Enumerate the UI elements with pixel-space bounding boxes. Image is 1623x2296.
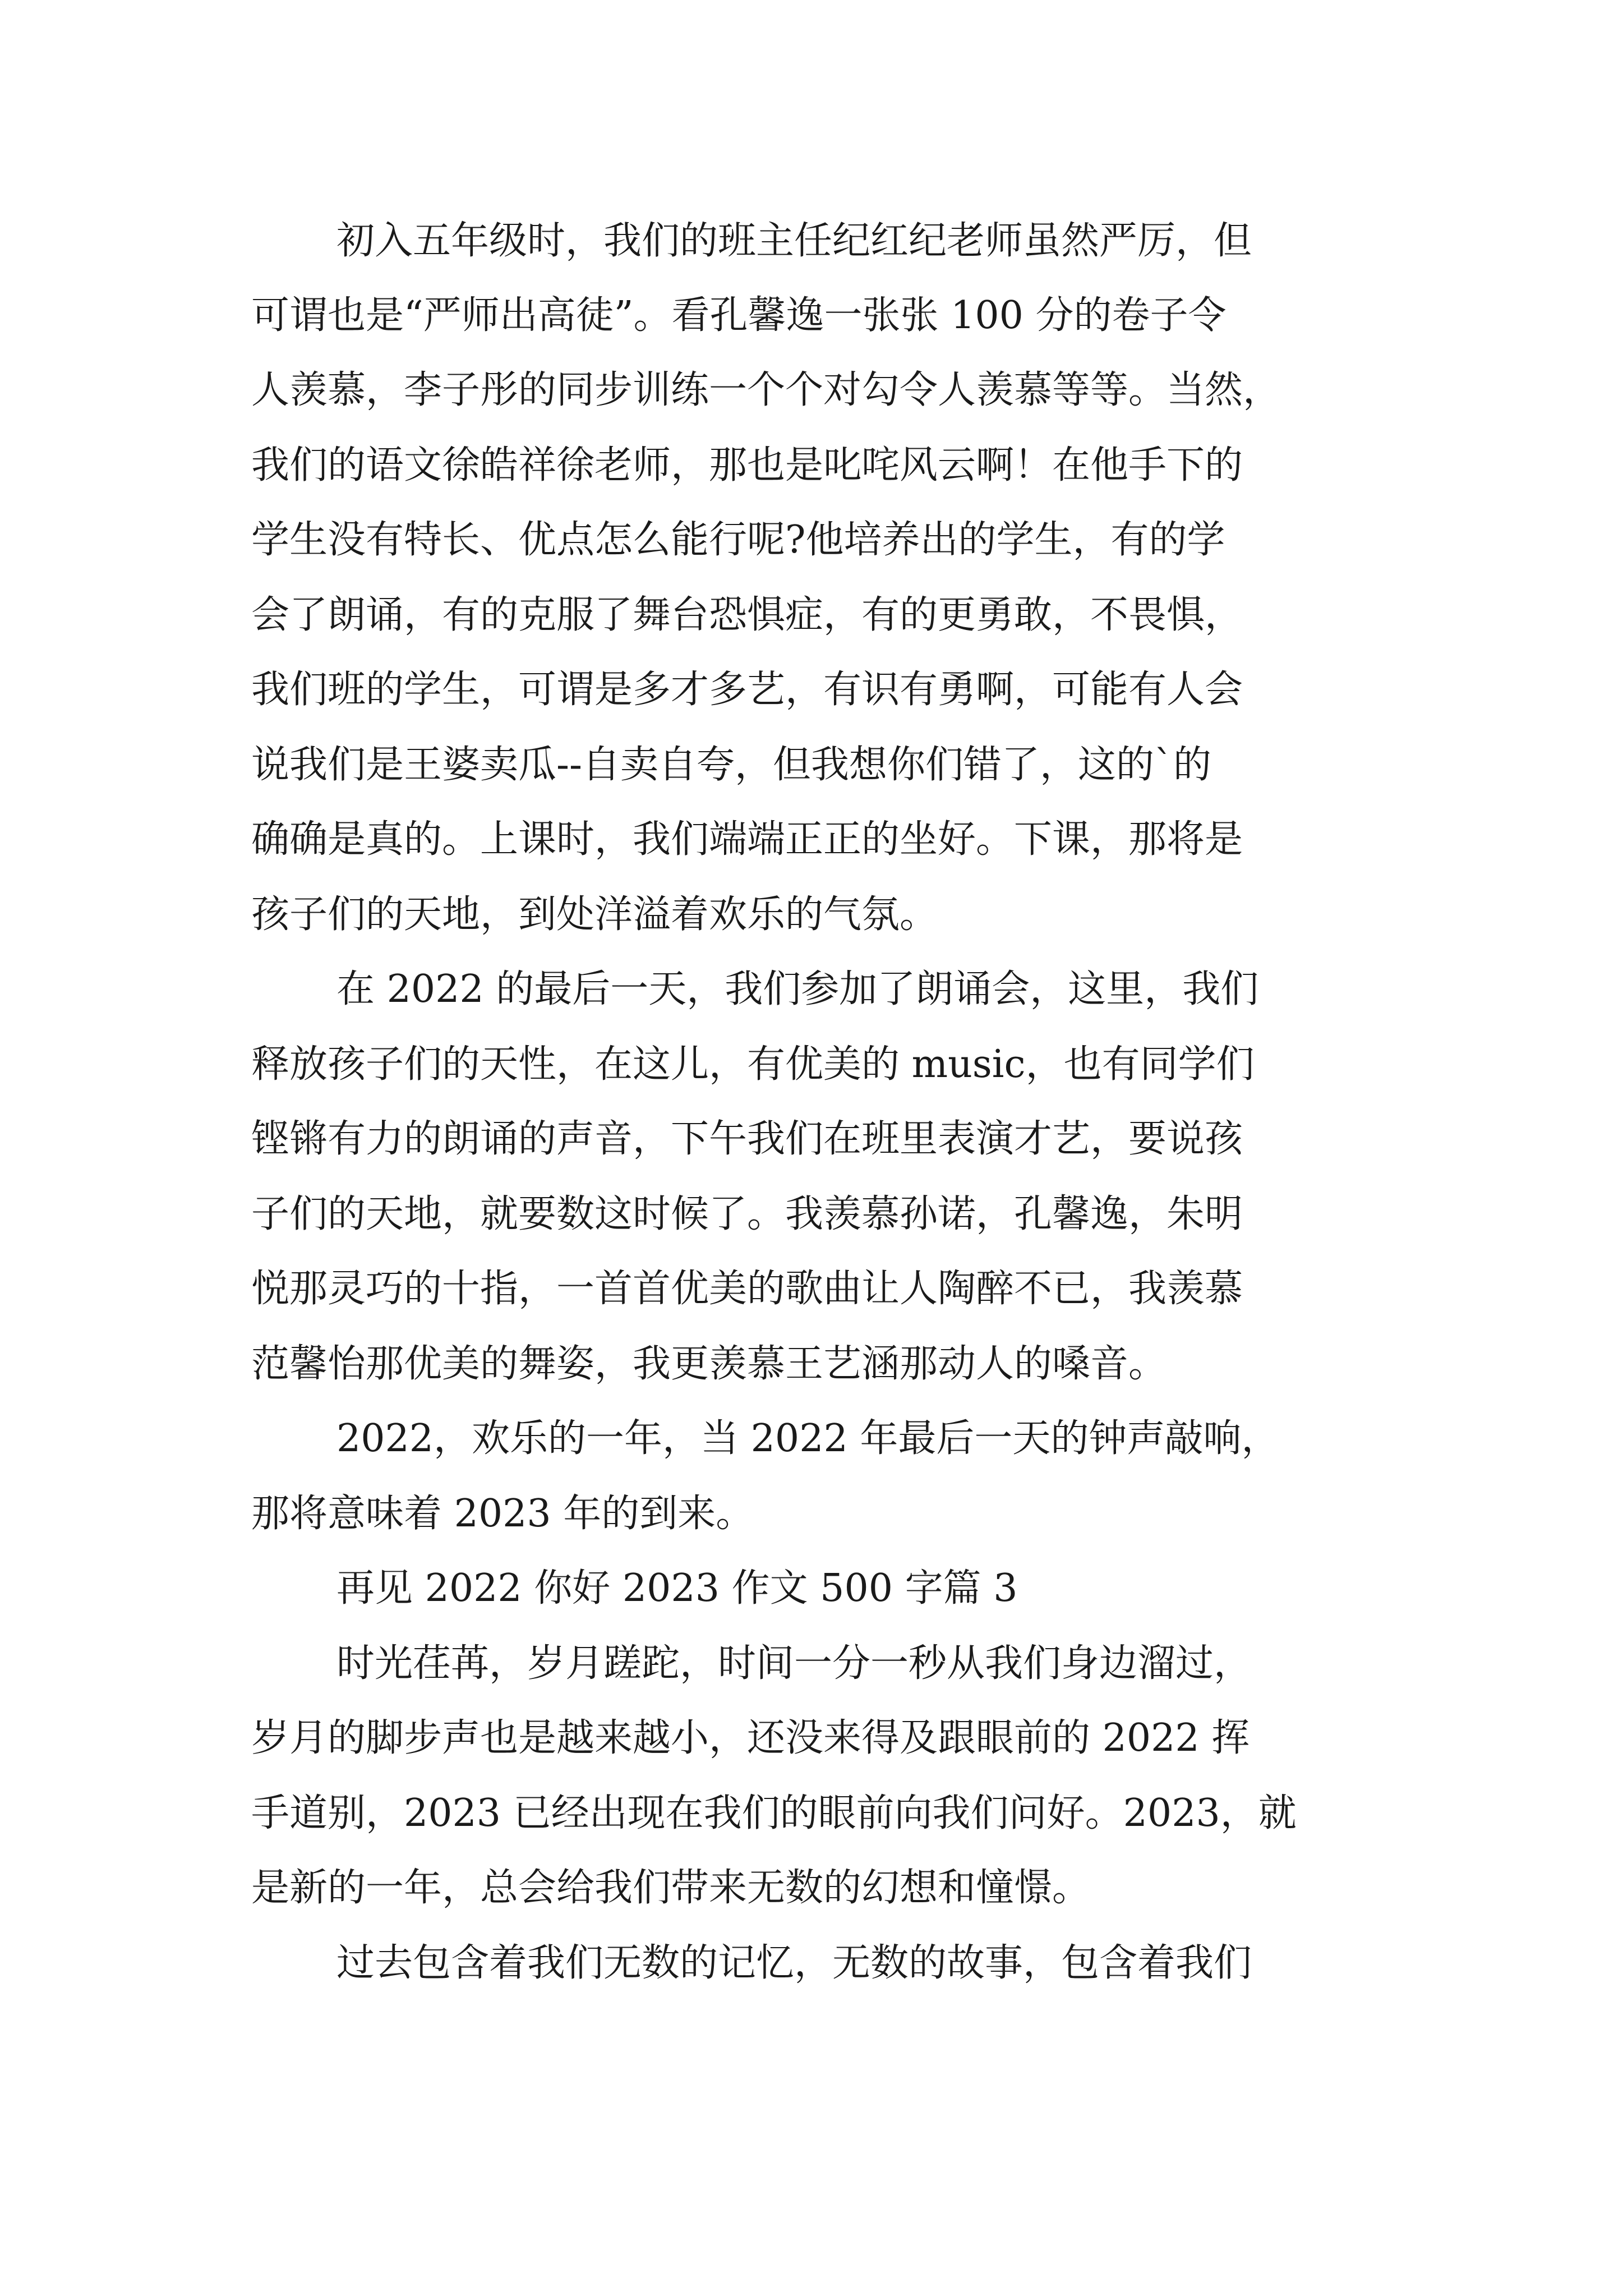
text-line: 说我们是王婆卖瓜--自卖自夸，但我想你们错了，这的`的 xyxy=(251,743,1211,787)
text-line: 会了朗诵，有的克服了舞台恐惧症，有的更勇敢，不畏惧， xyxy=(251,593,1243,637)
text-line: 子们的天地，就要数这时候了。我羡慕孙诺，孔馨逸，朱明 xyxy=(251,1192,1243,1236)
text-line: 孩子们的天地，到处洋溢着欢乐的气氛。 xyxy=(251,892,938,937)
text-line: 范馨怡那优美的舞姿，我更羡慕王艺涵那动人的嗓音。 xyxy=(251,1342,1167,1386)
text-line: 我们的语文徐皓祥徐老师，那也是叱咤风云啊！在他手下的 xyxy=(251,443,1243,487)
text-line: 学生没有特长、优点怎么能行呢?他培养出的学生，有的学 xyxy=(251,518,1225,562)
text-line: 我们班的学生，可谓是多才多艺，有识有勇啊，可能有人会 xyxy=(251,668,1243,712)
text-line: 过去包含着我们无数的记忆，无数的故事，包含着我们 xyxy=(336,1941,1252,1985)
text-line: 那将意味着 2023 年的到来。 xyxy=(251,1492,754,1536)
text-line: 时光荏苒，岁月蹉跎，时间一分一秒从我们身边溜过， xyxy=(336,1641,1252,1686)
text-line: 手道别，2023 已经出现在我们的眼前向我们问好。2023，就 xyxy=(251,1791,1297,1835)
text-line: 人羡慕，李子彤的同步训练一个个对勾令人羡慕等等。当然， xyxy=(251,368,1281,412)
text-line: 确确是真的。上课时，我们端端正正的坐好。下课，那将是 xyxy=(251,817,1243,862)
text-line: 初入五年级时，我们的班主任纪红纪老师虽然严厉，但 xyxy=(336,219,1252,263)
text-line: 岁月的脚步声也是越来越小，还没来得及跟眼前的 2022 挥 xyxy=(251,1716,1250,1760)
text-line: 铿锵有力的朗诵的声音，下午我们在班里表演才艺，要说孩 xyxy=(251,1117,1243,1161)
text-line: 在 2022 的最后一天，我们参加了朗诵会，这里，我们 xyxy=(336,967,1259,1011)
section-heading: 再见 2022 你好 2023 作文 500 字篇 3 xyxy=(336,1566,1018,1611)
text-line: 是新的一年，总会给我们带来无数的幻想和憧憬。 xyxy=(251,1866,1091,1910)
text-line: 悦那灵巧的十指，一首首优美的歌曲让人陶醉不已，我羡慕 xyxy=(251,1267,1243,1311)
text-line: 可谓也是“严师出高徒”。看孔馨逸一张张 100 分的卷子令 xyxy=(251,293,1227,338)
text-line: 2022，欢乐的一年，当 2022 年最后一天的钟声敲响， xyxy=(336,1416,1280,1461)
text-line: 释放孩子们的天性，在这儿，有优美的 music，也有同学们 xyxy=(251,1042,1255,1087)
